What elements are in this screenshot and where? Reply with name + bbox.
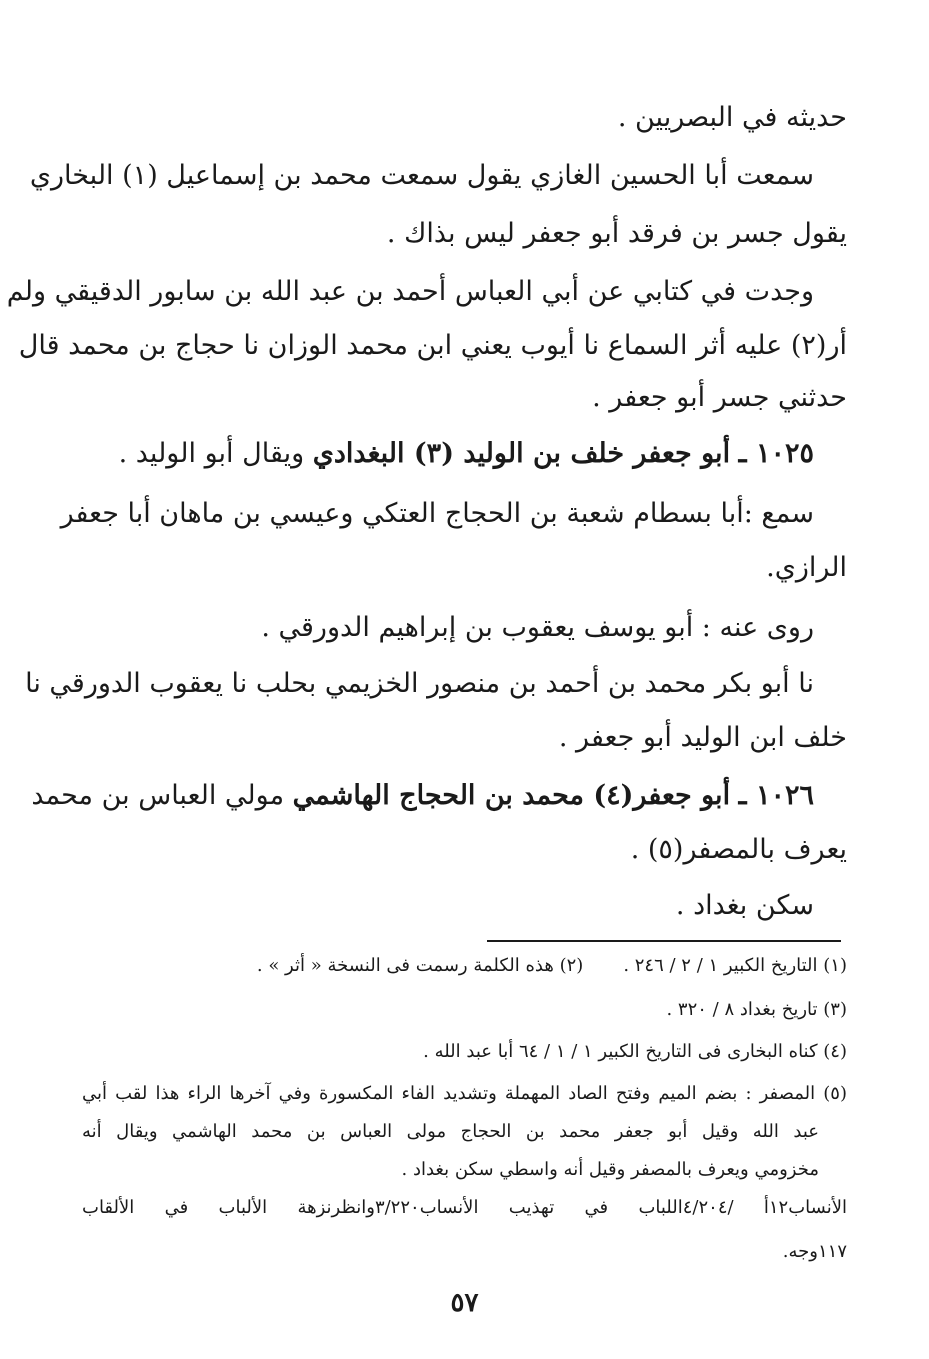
- footnote-5-line: عبد الله وقيل أبو جعفر محمد بن الحجاج مولى العباس بن محمد الهاشمي ويقال أنه: [82, 1121, 819, 1142]
- footnote-4: (٤) كناه البخارى فى التاريخ الكبير ١ / ١ / ٦٤ أبا عبد الله .: [423, 1041, 847, 1062]
- entry-rest: مولي العباس بن محمد: [31, 780, 285, 811]
- entry-name: أبو جعفر خلف بن الوليد (٣) البغدادي: [312, 438, 731, 469]
- entry-1025-heading: [82, 434, 814, 474]
- entry-1026-heading: [31, 776, 814, 816]
- entry-number: ١٠٢٦ ـ: [738, 780, 814, 811]
- body-line: خلف ابن الوليد أبو جعفر .: [558, 722, 847, 753]
- footnote-2: (٢) هذه الكلمة رسمت فى النسخة « أثر » .: [256, 955, 584, 976]
- footnote-3: (٣) تاريخ بغداد ٨ / ٣٢٠ .: [666, 999, 847, 1020]
- body-line: حدثني جسر أبو جعفر .: [592, 382, 847, 413]
- body-line: سمعت أبا الحسين الغازي يقول سمعت محمد بن إسماعيل (١) البخاري: [29, 160, 814, 191]
- body-line: سمع :أبا بسطام شعبة بن الحجاج العتكي وعيسي بن ماهان أبا جعفر: [60, 498, 814, 529]
- footnote-separator: [487, 940, 841, 942]
- footnote-5-line: الأنساب١٢أ /٤/٢٠٤اللباب في تهذيب الأنساب٣/٢٢٠وانظرنزهة الألباب في الألقاب: [82, 1197, 847, 1218]
- body-line: نا أبو بكر محمد بن أحمد بن منصور الخزيمي بحلب نا يعقوب الدورقي نا: [25, 668, 814, 699]
- body-line: سكن بغداد .: [675, 890, 814, 921]
- body-line: روى عنه : أبو يوسف يعقوب بن إبراهيم الدورقي .: [261, 612, 814, 643]
- footnote-row: [82, 952, 847, 980]
- body-line: يعرف بالمصفر(٥) .: [630, 834, 847, 865]
- footnote-5-line: مخزومي ويعرف بالمصفر وقيل أنه واسطي سكن بغداد .: [401, 1159, 819, 1180]
- entry-name: أبو جعفر(٤) محمد بن الحجاج الهاشمي: [292, 780, 731, 811]
- entry-number: ١٠٢٥ ـ: [738, 438, 814, 469]
- body-line: يقول جسر بن فرقد أبو جعفر ليس بذاك .: [386, 218, 847, 249]
- body-line: أر(٢) عليه أثر السماع نا أيوب يعني ابن محمد الوزان نا حجاج بن محمد قال: [18, 330, 847, 361]
- entry-rest: ويقال أبو الوليد .: [118, 438, 305, 469]
- body-line: حديثه في البصريين .: [617, 102, 847, 133]
- footnote-5: (٥) المصفر : بضم الميم وفتح الصاد المهملة وتشديد الفاء المكسورة وفي آخرها الراء هذا لقب أبي: [82, 1083, 847, 1104]
- page-number: ٥٧: [450, 1288, 479, 1318]
- body-line: الرازي.: [766, 552, 847, 583]
- footnote-5-line: ١١٧وجه.: [782, 1241, 847, 1262]
- body-line: وجدت في كتابي عن أبي العباس أحمد بن عبد الله بن سابور الدقيقي ولم: [6, 276, 814, 307]
- footnote-1: (١) التاريخ الكبير ١ / ٢ / ٢٤٦ .: [623, 955, 847, 976]
